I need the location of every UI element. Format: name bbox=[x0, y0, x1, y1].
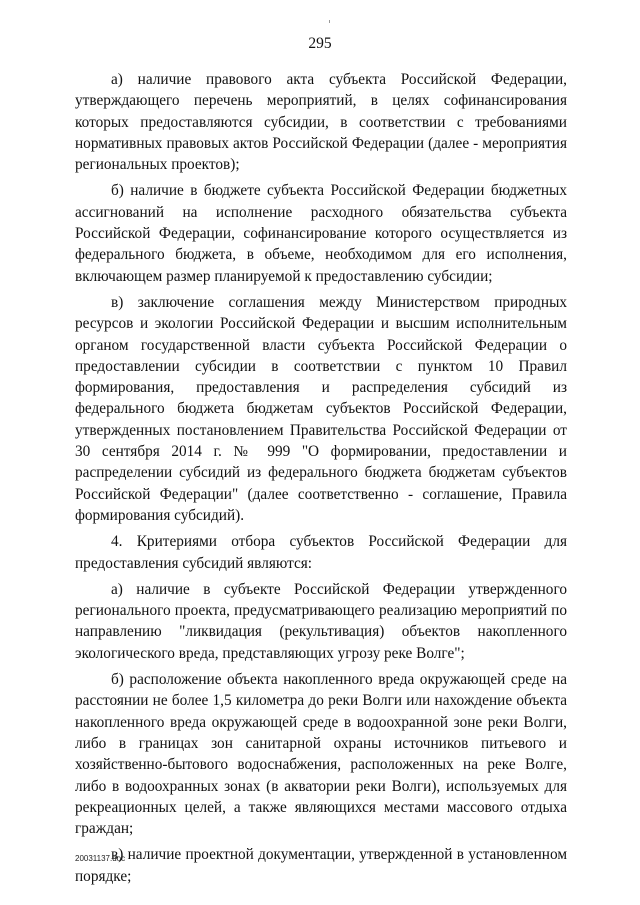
paragraph-v-agreement: в) заключение соглашения между Министерством природных ресурсов и экологии Российской Федерации и высшим исполнительным органом государственной власти субъекта Российской Федерации о предоставлении субсидии в соответствии с пунктом 10 Правил формирования, предоставления и распределения субсидий из федерального бюджета бюджетам субъектов Российской Федерации, утвержденных постановлением Правительства Российской Федерации от 30 сентября 2014 г. № 999 "О формировании, предоставлении и распределении субсидий из федерального бюджета бюджетам субъектов Российской Федерации" (далее соответственно - соглашение, Правила формирования субсидий). bbox=[75, 293, 567, 524]
page-number: 295 bbox=[308, 35, 332, 52]
paragraph-b-object-location: б) расположение объекта накопленного вреда окружающей среде на расстоянии не более 1,5 километра до реки Волги или нахождение объекта накопленного вреда окружающей среде в водоохранной зоне реки Волги, либо в границах зон санитарной охраны источников питьевого и хозяйственно-бытового водоснабжения, расположенных на реке Волге, либо в водоохранных зонах (в акватории реки Волги), используемых для рекреационных целей, а также являющихся местами массового отдыха граждан; bbox=[75, 671, 567, 838]
document-body bbox=[75, 69, 567, 892]
footer-filename: 20031137.doc bbox=[75, 854, 126, 863]
scan-mark bbox=[329, 20, 330, 23]
paragraph-b-budget-allocations: б) наличие в бюджете субъекта Российской Федерации бюджетных ассигнований на исполнение расходного обязательства субъекта Российской Федерации, софинансирование которого осуществляется из федерального бюджета, в объеме, необходимом для его исполнения, включающем размер планируемой к предоставлению субсидии; bbox=[75, 182, 567, 285]
paragraph-a-regional-project: а) наличие в субъекте Российской Федерации утвержденного регионального проекта, предусматривающего реализацию мероприятий по направлению "ликвидация (рекультивация) объектов накопленного экологического вреда, представляющих угрозу реке Волге"; bbox=[75, 580, 567, 662]
paragraph-v-project-documentation: в) наличие проектной документации, утвержденной в установленном порядке; bbox=[75, 846, 567, 885]
paragraph-a-legal-act: а) наличие правового акта субъекта Российской Федерации, утверждающего перечень мероприятий, в целях софинансирования которых предоставляются субсидии, в соответствии с требованиями нормативных правовых актов Российской Федерации (далее - мероприятия региональных проектов); bbox=[75, 71, 567, 174]
paragraph-4-selection-criteria: 4. Критериями отбора субъектов Российской Федерации для предоставления субсидий являются: bbox=[75, 533, 567, 572]
